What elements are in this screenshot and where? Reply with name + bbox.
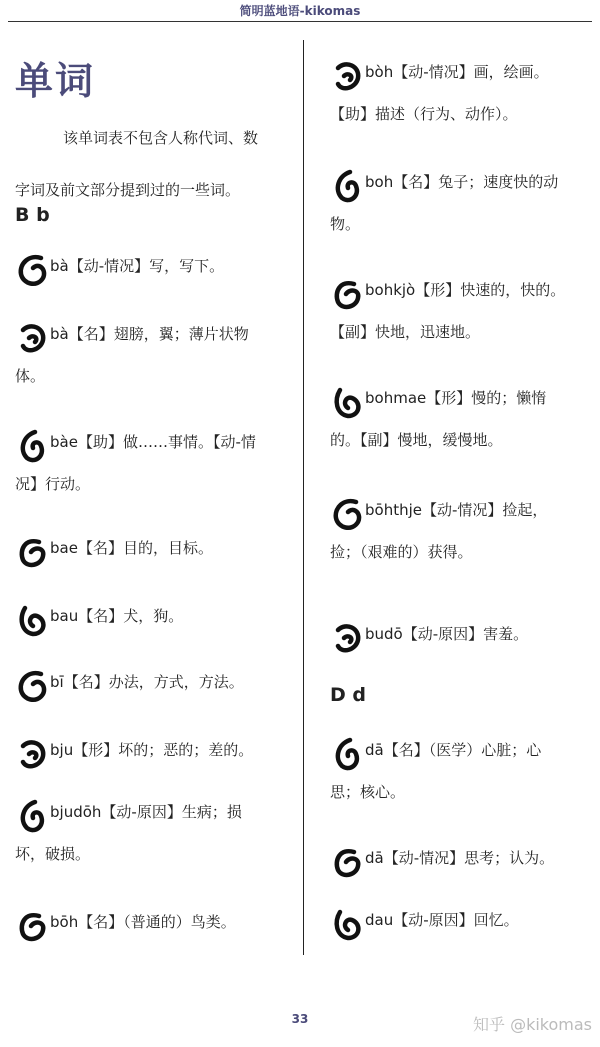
entry-text-continued: 的。【副】慢地，缓慢地。 xyxy=(330,431,503,449)
entry-text: dau【动-原因】回忆。 xyxy=(365,911,519,929)
intro-line-2: 字词及前文部分提到过的一些词。 xyxy=(15,181,241,199)
entry-item xyxy=(330,160,592,246)
entry-text: dā【名】（医学）心脏；心 xyxy=(365,741,542,759)
boh-grave-icon xyxy=(330,58,364,94)
entry-item xyxy=(330,268,592,354)
page-title: 单词 xyxy=(15,59,96,103)
entry-text-continued: 【副】快地，迅速地。 xyxy=(330,323,481,341)
bjudoh-icon xyxy=(15,798,49,834)
entry-item xyxy=(330,898,592,942)
entry-text-continued: 捡；（艰难的）获得。 xyxy=(330,543,473,561)
entry-item xyxy=(15,420,293,506)
entry-text: bà【动-情况】写，写下。 xyxy=(50,257,225,275)
entry-item xyxy=(330,728,592,814)
entry-text-continued: 坏，破损。 xyxy=(15,845,91,863)
bohthje-icon xyxy=(330,496,364,532)
section-heading-b: B b xyxy=(15,204,50,226)
bae-grave-icon xyxy=(15,428,49,464)
bae-icon xyxy=(15,534,49,570)
entry-text: bī【名】办法，方式，方法。 xyxy=(50,673,244,691)
entry-text-continued: 体。 xyxy=(15,367,46,385)
bju-icon xyxy=(15,736,49,772)
entry-item xyxy=(15,244,293,288)
entry-text-continued: 况】行动。 xyxy=(15,475,91,493)
budo-icon xyxy=(330,620,364,656)
entry-item xyxy=(15,594,293,638)
entry-text: bohmae【形】慢的；懒惰 xyxy=(365,389,547,407)
entry-text: bōhthje【动-情况】捡起， xyxy=(365,501,548,519)
entry-item xyxy=(15,526,293,570)
entry-text-continued: 物。 xyxy=(330,215,361,233)
entry-text: bohkjò【形】快速的，快的。 xyxy=(365,281,566,299)
entry-text: bòh【动-情况】画，绘画。 xyxy=(365,63,549,81)
entry-item xyxy=(15,312,293,398)
entry-text: bjudōh【动-原因】生病；损 xyxy=(50,803,242,821)
entry-item xyxy=(330,488,592,574)
da-macron-noun-icon xyxy=(330,736,364,772)
entry-text: bōh【名】（普通的）鸟类。 xyxy=(50,913,236,931)
boh-macron-icon xyxy=(15,908,49,944)
entry-text-continued: 【助】描述（行为、动作）。 xyxy=(330,105,518,123)
entry-text: budō【动-原因】害羞。 xyxy=(365,625,529,643)
entry-text-continued: 思；核心。 xyxy=(330,783,406,801)
column-divider xyxy=(303,40,304,955)
intro-paragraph xyxy=(15,112,290,216)
entry-text: bà【名】翅膀，翼；薄片状物 xyxy=(50,325,249,343)
bau-icon xyxy=(15,602,49,638)
entry-item xyxy=(330,836,592,880)
ba-grave-icon xyxy=(15,252,49,288)
header-rule xyxy=(8,21,592,22)
entry-text: dā【动-情况】思考；认为。 xyxy=(365,849,555,867)
entry-text: bàe【助】做……事情。【动-情 xyxy=(50,433,256,451)
ba-grave-wing-icon xyxy=(15,320,49,356)
da-macron-verb-icon xyxy=(330,844,364,880)
watermark: 知乎 @kikomas xyxy=(472,1015,592,1034)
entry-item xyxy=(15,660,293,704)
entry-text: bau【名】犬，狗。 xyxy=(50,607,184,625)
page-number: 33 xyxy=(291,1012,309,1026)
entry-item xyxy=(15,900,293,944)
entry-item xyxy=(330,50,592,136)
bi-macron-icon xyxy=(15,668,49,704)
intro-line-1: 该单词表不包含人称代词、数 xyxy=(63,129,259,147)
entry-item xyxy=(15,790,293,876)
bohmae-icon xyxy=(330,384,364,420)
bohkjo-icon xyxy=(330,276,364,312)
dau-icon xyxy=(330,906,364,942)
entry-item xyxy=(330,612,592,656)
entry-text: boh【名】兔子；速度快的动 xyxy=(365,173,559,191)
entry-text: bju【形】坏的；恶的；差的。 xyxy=(50,741,254,759)
boh-icon xyxy=(330,168,364,204)
running-header: 简明蓝地语-kikomas xyxy=(239,4,361,18)
entry-item xyxy=(15,728,293,772)
entry-text: bae【名】目的，目标。 xyxy=(50,539,213,557)
section-heading-d: D d xyxy=(330,684,366,706)
entry-item xyxy=(330,376,592,462)
